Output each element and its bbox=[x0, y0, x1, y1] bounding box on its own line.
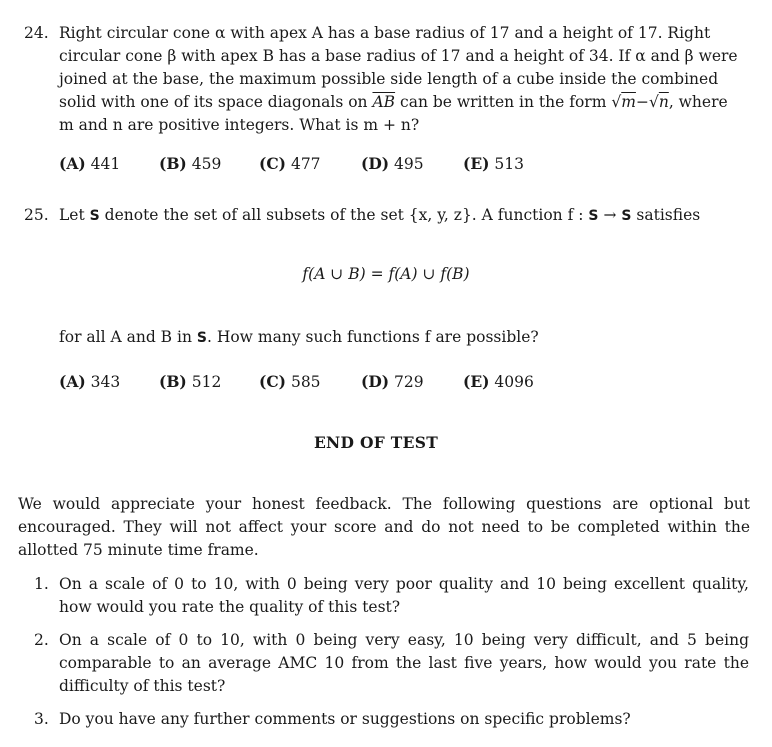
q25-choice-d: (D) 729 bbox=[361, 372, 424, 391]
q24-line-1: Right circular cone α with apex A has a base radius of 17 and a height of 17. Right bbox=[59, 24, 711, 42]
feedback-item-3-number: 3. bbox=[34, 710, 49, 728]
feedback-item-1-text: On a scale of 0 to 10, with 0 being very poor quality and 10 being excellent quality, how would you rate the quality of this test? bbox=[59, 575, 749, 616]
question-25-choices bbox=[59, 370, 534, 394]
q24-choice-e: (E) 513 bbox=[463, 154, 525, 173]
question-24-text bbox=[59, 22, 749, 137]
q24-line-4: solid with one of its space diagonals on $\overline{AB}$ can be written in the form √m−√n, where bbox=[59, 93, 728, 111]
q25-choice-b: (B) 512 bbox=[159, 372, 222, 391]
feedback-item-2-number: 2. bbox=[34, 631, 49, 649]
set-s-symbol: S bbox=[89, 208, 100, 224]
segment-ab: $\overline{AB}$ bbox=[372, 93, 396, 111]
q24-line-3: joined at the base, the maximum possible side length of a cube inside the combined bbox=[59, 70, 719, 88]
q24-choice-b: (B) 459 bbox=[159, 154, 222, 173]
feedback-item-2-text: On a scale of 0 to 10, with 0 being very easy, 10 being very difficult, and 5 being comparable to an average AMC 10 from the last five years, how would you rate the difficulty of this test? bbox=[59, 631, 749, 695]
feedback-item-1-number: 1. bbox=[34, 575, 49, 593]
q25-choice-e: (E) 4096 bbox=[463, 372, 534, 391]
end-of-test-heading: END OF TEST bbox=[313, 433, 439, 452]
question-24-choices bbox=[59, 152, 524, 176]
q24-choice-d: (D) 495 bbox=[361, 154, 424, 173]
question-25-number: 25. bbox=[24, 206, 49, 224]
q24-line-5: m and n are positive integers. What is m + n? bbox=[59, 116, 420, 134]
functional-equation: f(A ∪ B) = f(A) ∪ f(B) bbox=[302, 265, 470, 283]
question-24-number: 24. bbox=[24, 24, 49, 42]
q24-choice-c: (C) 477 bbox=[259, 154, 321, 173]
feedback-intro: We would appreciate your honest feedback. The following questions are optional but encouraged. They will not affect your score and do not need to be completed within the allotted 75 minute time frame. bbox=[18, 495, 750, 559]
q25-choice-a: (A) 343 bbox=[59, 372, 121, 391]
q24-choice-a: (A) 441 bbox=[59, 154, 121, 173]
question-25-line-2: for all A and B in S. How many such functions f are possible? bbox=[59, 328, 539, 346]
q25-choice-c: (C) 585 bbox=[259, 372, 321, 391]
question-25-line-1: Let S denote the set of all subsets of the set {x, y, z}. A function f : S → S satisfies bbox=[59, 206, 701, 224]
q24-line-2: circular cone β with apex B has a base radius of 17 and a height of 34. If α and β were bbox=[59, 47, 738, 65]
feedback-item-3-text: Do you have any further comments or suggestions on specific problems? bbox=[59, 710, 631, 728]
